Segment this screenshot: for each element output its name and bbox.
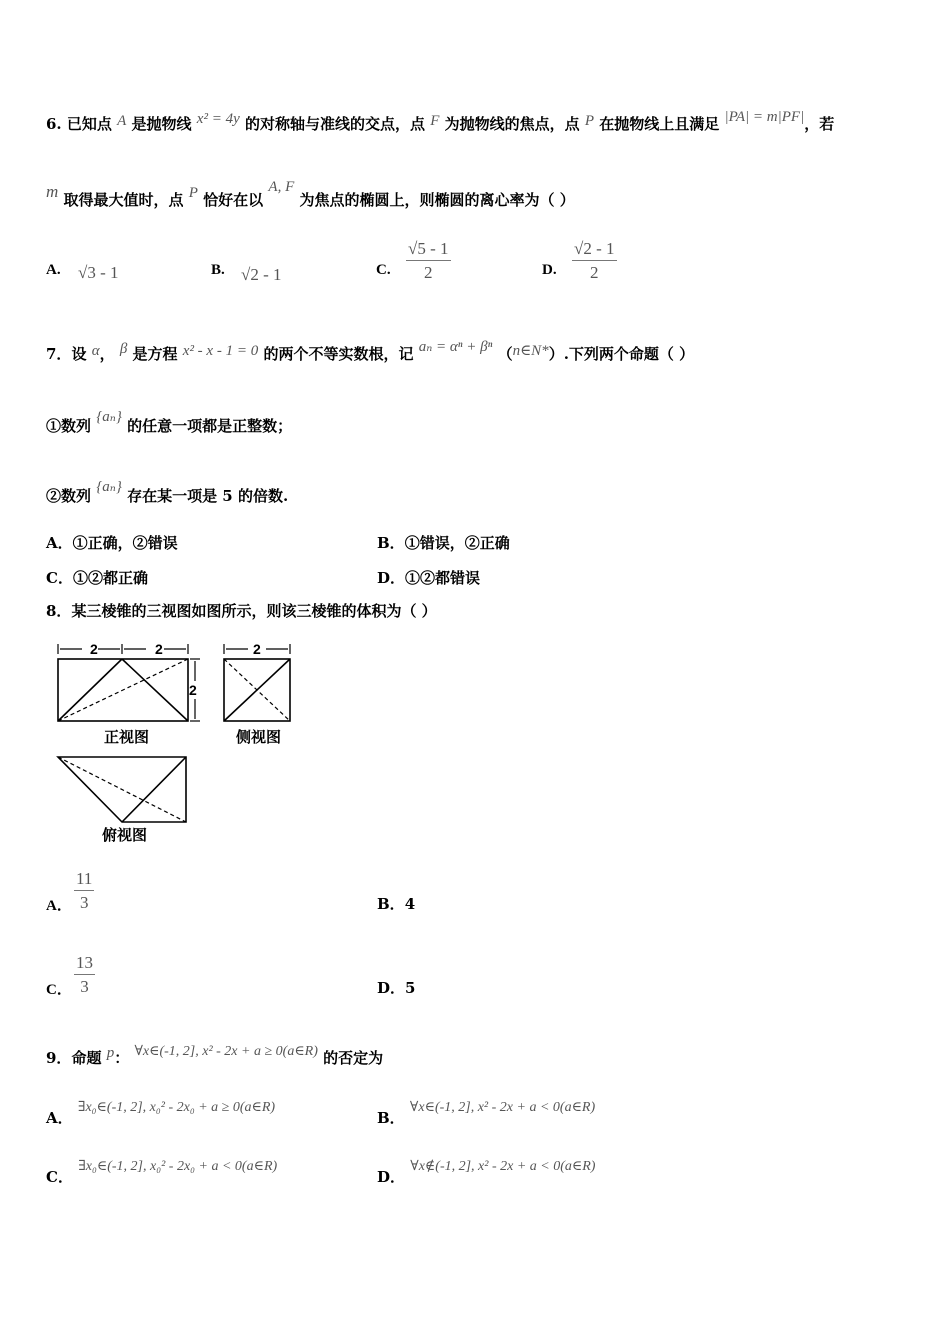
q9-option-d xyxy=(377,1159,596,1189)
fraction-numerator: √5 - 1 xyxy=(406,239,451,261)
front-view-hidden-edge xyxy=(58,659,188,721)
q6-text: 为焦点的椭圆上，则椭圆的离心率为（ ） xyxy=(299,191,575,209)
q7-text: 设 xyxy=(71,345,87,363)
q9-number: 9． xyxy=(46,1049,72,1067)
math-condition: |PA| = m|PF| xyxy=(724,109,805,125)
q7-text: （ xyxy=(497,345,513,363)
q7-statement-2 xyxy=(46,479,289,507)
dimension-label: 2 xyxy=(155,641,163,657)
q6-option-a-value: √3 - 1 xyxy=(78,263,119,282)
three-view-figure xyxy=(48,638,308,848)
q7-text: ②数列 xyxy=(46,487,92,505)
option-text: 5 xyxy=(405,979,416,997)
option-label: A． xyxy=(46,534,73,552)
q7-option-d xyxy=(377,568,480,588)
q6-text: ，若 xyxy=(804,115,835,133)
q9-text: ： xyxy=(114,1049,130,1067)
q7-option-a xyxy=(46,533,178,553)
q6-text: 的对称轴与准线的交点，点 xyxy=(244,115,425,133)
fraction-numerator: √2 - 1 xyxy=(572,239,617,261)
q6-text: 在抛物线上且满足 xyxy=(599,115,720,133)
q8-text: 某三棱锥的三视图如图所示，则该三棱锥的体积为（ ） xyxy=(71,602,437,620)
q6-line1 xyxy=(46,109,835,135)
q6-text: 取得最大值时，点 xyxy=(63,191,184,209)
q6-text: 恰好在以 xyxy=(203,191,264,209)
math-n-domain: n∈N* xyxy=(512,343,549,359)
q6-option-c-fraction xyxy=(406,239,451,283)
math-point-p: P xyxy=(188,185,198,201)
option-label: D． xyxy=(377,1168,406,1186)
dimension-label: 2 xyxy=(253,641,261,657)
math-m: m xyxy=(46,182,59,201)
q7-option-b xyxy=(377,533,510,553)
option-label: B． xyxy=(377,534,405,552)
fraction-numerator: 11 xyxy=(74,869,94,891)
option-text: 4 xyxy=(404,895,416,913)
top-view-edge xyxy=(122,757,186,822)
q7-number: 7． xyxy=(46,345,72,363)
q6-option-d-label: D. xyxy=(542,262,557,278)
math-p: p xyxy=(106,1045,115,1061)
fraction-denominator: 2 xyxy=(424,263,433,282)
q8-option-a-fraction xyxy=(74,869,94,913)
q8-option-b xyxy=(377,894,415,914)
q7-text: 是方程 xyxy=(132,345,178,363)
option-expression: ∃x₀∈(-1, 2], x₀² - 2x₀ + a ≥ 0(a∈R) xyxy=(77,1100,276,1115)
q7-text: 的两个不等实数根，记 xyxy=(263,345,414,363)
front-dimensions xyxy=(58,644,200,721)
math-quadratic: x² - x - 1 = 0 xyxy=(182,343,259,359)
q8-line1 xyxy=(46,601,437,621)
fraction-numerator: 13 xyxy=(74,953,95,975)
side-view-label: 侧视图 xyxy=(236,729,282,746)
q8-option-c-label: C． xyxy=(46,982,72,998)
option-expression: ∀x∈(-1, 2], x² - 2x + a < 0(a∈R) xyxy=(409,1100,596,1115)
side-view xyxy=(224,659,290,721)
front-view-label: 正视图 xyxy=(104,729,150,746)
q7-text: 的任意一项都是正整数； xyxy=(127,417,293,435)
option-label: D． xyxy=(377,979,406,997)
fraction-denominator: 3 xyxy=(80,977,89,996)
q6-option-c-label: C. xyxy=(376,262,391,278)
math-parabola: x² = 4y xyxy=(196,111,240,127)
q7-statement-1 xyxy=(46,409,293,437)
q8-option-d xyxy=(377,978,415,998)
top-view-hidden-edge xyxy=(58,757,186,822)
q9-text: 命题 xyxy=(71,1049,102,1067)
front-view-edge xyxy=(122,659,188,721)
option-label: A． xyxy=(46,1109,73,1127)
q8-option-c-fraction xyxy=(74,953,95,997)
q6-line2 xyxy=(46,179,575,211)
option-expression: ∃x₀∈(-1, 2], x₀² - 2x₀ + a < 0(a∈R) xyxy=(78,1159,278,1174)
top-view xyxy=(58,757,186,822)
math-point-a: A xyxy=(117,113,127,129)
q7-option-c xyxy=(46,568,148,588)
option-label: B． xyxy=(377,895,405,913)
q9-option-a xyxy=(46,1100,276,1130)
math-point-p: P xyxy=(584,113,595,129)
q7-text: ①数列 xyxy=(46,417,92,435)
option-label: B． xyxy=(377,1109,405,1127)
q6-option-b-label: B. xyxy=(211,262,225,278)
math-point-f: F xyxy=(430,113,440,129)
math-sequence: {aₙ} xyxy=(96,409,122,425)
q9-line1 xyxy=(46,1044,384,1070)
q6-option-a-label: A. xyxy=(46,262,61,278)
option-expression: ∀x∉(-1, 2], x² - 2x + a < 0(a∈R) xyxy=(410,1159,596,1174)
math-alpha: α xyxy=(91,343,100,359)
q8-number: 8． xyxy=(46,602,72,620)
option-text: ①错误，②正确 xyxy=(404,534,510,552)
option-text: ①②都错误 xyxy=(405,569,481,587)
q9-option-b xyxy=(377,1100,596,1130)
top-view-label: 俯视图 xyxy=(102,827,148,844)
q7-text: ）.下列两个命题（ ） xyxy=(548,345,695,363)
fraction-denominator: 3 xyxy=(79,893,89,912)
q7-text: ， xyxy=(99,345,115,363)
q7-line1 xyxy=(46,339,695,365)
q6-option-b-value: √2 - 1 xyxy=(241,265,282,284)
q6-text: 为抛物线的焦点，点 xyxy=(444,115,580,133)
math-beta: β xyxy=(119,341,128,357)
q6-text: 已知点 xyxy=(66,115,112,133)
dimension-label: 2 xyxy=(90,641,98,657)
q6-number: 6. xyxy=(46,115,67,133)
dimension-label: 2 xyxy=(189,682,197,698)
math-sequence: {aₙ} xyxy=(96,479,122,495)
math-foci: A, F xyxy=(268,179,295,195)
front-view-edge xyxy=(58,659,122,721)
option-label: D． xyxy=(377,569,406,587)
q7-text: 存在某一项是 5 的倍数. xyxy=(127,487,289,505)
math-sequence-def: aₙ = αⁿ + βⁿ xyxy=(418,339,493,355)
option-label: C． xyxy=(46,569,73,587)
math-proposition: ∀x∈(-1, 2], x² - 2x + a ≥ 0(a∈R) xyxy=(134,1044,318,1059)
q9-text: 的否定为 xyxy=(323,1049,384,1067)
q8-option-a-label: A． xyxy=(46,898,72,914)
front-view xyxy=(58,659,188,721)
q9-option-c xyxy=(46,1159,278,1189)
option-text: ①②都正确 xyxy=(72,569,148,587)
option-label: C． xyxy=(46,1168,73,1186)
q6-option-d-fraction xyxy=(572,239,617,283)
fraction-denominator: 2 xyxy=(590,263,599,282)
option-text: ①正确，②错误 xyxy=(72,534,178,552)
q6-text: 是抛物线 xyxy=(131,115,192,133)
